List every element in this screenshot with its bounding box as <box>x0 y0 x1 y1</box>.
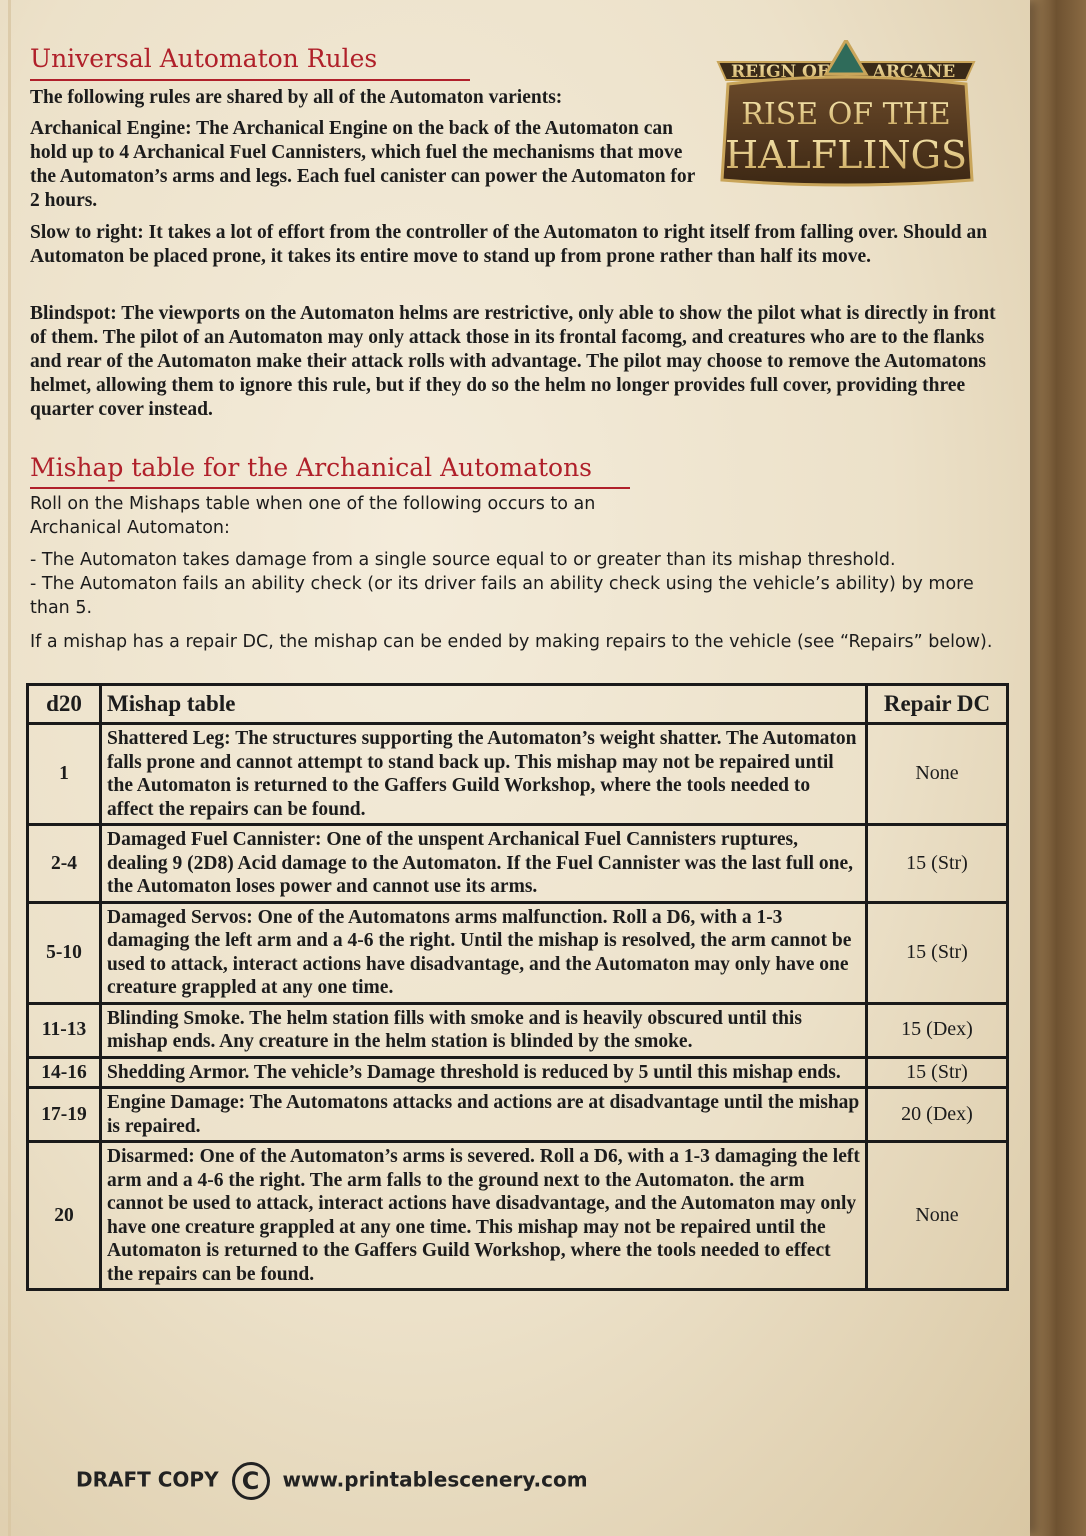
rule-label: Archanical Engine: <box>30 118 192 139</box>
roll-cell: 11-13 <box>28 1003 101 1057</box>
section-title-mishap: Mishap table for the Archanical Automatons <box>30 453 593 482</box>
game-logo <box>714 40 978 188</box>
logo-reign: REIGN OF <box>731 62 829 82</box>
section-title-rules: Universal Automaton Rules <box>30 44 378 73</box>
header-d20: d20 <box>28 685 101 724</box>
dc-cell: 15 (Str) <box>867 825 1008 903</box>
table-row <box>28 902 1008 1003</box>
mishap-table <box>26 683 1009 1291</box>
table-row <box>28 724 1008 825</box>
mountain-emblem-icon <box>826 40 866 74</box>
mishap-intro: Roll on the Mishaps table when one of the following occurs to an Archanical Automaton: <box>30 494 596 538</box>
logo-arcane: ARCANE <box>872 62 956 82</box>
dc-cell: 20 (Dex) <box>867 1088 1008 1142</box>
roll-cell: 14-16 <box>28 1057 101 1088</box>
rule-text: The Archanical Engine on the back of the Automaton can hold up to 4 Archanical Fuel Cannisters, which fuel the mechanisms that move the Automaton’s arms and legs. Each fuel canister can power the Automaton for 2 hours. <box>30 118 695 211</box>
roll-cell: 1 <box>28 724 101 825</box>
rule-label: Slow to right: <box>30 222 144 243</box>
mishap-bullet: - The Automaton takes damage from a single source equal to or greater than its mishap threshold. <box>30 550 896 570</box>
rules-intro: The following rules are shared by all of the Automaton varients: <box>30 87 563 108</box>
mishap-cell: Damaged Fuel Cannister: One of the unspent Archanical Fuel Cannisters ruptures, dealing 9 (2D8) Acid damage to the Automaton. If the Fuel Cannister was the last full one, the Automaton loses power and cannot use its arms. <box>101 825 867 903</box>
rule-text: It takes a lot of effort from the controller of the Automaton to right itself from falling over. Should an Automaton be placed prone, it takes its entire move to stand up from prone rather than half its move. <box>30 222 988 267</box>
mishap-cell: Engine Damage: The Automatons attacks and actions are at disadvantage until the mishap is repaired. <box>101 1088 867 1142</box>
dc-cell: None <box>867 724 1008 825</box>
mishap-bullet: - The Automaton fails an ability check (or its driver fails an ability check using the vehicle’s ability) by more than 5. <box>30 574 974 618</box>
dc-cell: 15 (Dex) <box>867 1003 1008 1057</box>
mishap-cell: Blinding Smoke. The helm station fills with smoke and is heavily obscured until this mishap ends. Any creature in the helm station is blinded by the smoke. <box>101 1003 867 1057</box>
mishap-cell: Shattered Leg: The structures supporting the Automaton’s weight shatter. The Automaton falls prone and cannot attempt to stand back up. This mishap may not be repaired until the Automaton is returned to the Gaffers Guild Workshop, where the tools needed to affect the repairs can be found. <box>101 724 867 825</box>
header-repair-dc: Repair DC <box>867 685 1008 724</box>
rule-label: Blindspot: <box>30 303 117 324</box>
dc-cell: None <box>867 1142 1008 1290</box>
dc-cell: 15 (Str) <box>867 902 1008 1003</box>
table-row <box>28 825 1008 903</box>
rule-blindspot <box>30 302 996 422</box>
title-underline <box>30 79 470 81</box>
spine-stitching <box>8 0 11 1536</box>
table-row <box>28 1003 1008 1057</box>
copyright-icon: C <box>232 1462 270 1500</box>
table-row <box>28 1142 1008 1290</box>
mishap-cell: Disarmed: One of the Automaton’s arms is severed. Roll a D6, with a 1-3 damaging the left arm and a 4-6 the right. The arm falls to the ground next to the Automaton. the arm cannot be used to attack, interact actions have disadvantage, and the Automaton may only have one creature grappled at any one time. This mishap may not be repaired until the Automaton is returned to the Gaffers Guild Workshop, where the tools needed to effect the repairs can be found. <box>101 1142 867 1290</box>
table-header-row <box>28 685 1008 724</box>
table-row <box>28 1088 1008 1142</box>
roll-cell: 5-10 <box>28 902 101 1003</box>
rule-slow-to-right <box>30 221 990 269</box>
rule-text: The viewports on the Automaton helms are restrictive, only able to show the pilot what is directly in front of them. The pilot of an Automaton may only attack those in its frontal facomg, and creatures who are to the flanks and rear of the Automaton make their attack rolls with advantage. The pilot may choose to remove the Automatons helmet, allowing them to ignore this rule, but if they do so the helm no longer provides full cover, providing three quarter cover instead. <box>30 303 996 420</box>
logo-line1: RISE OF THE <box>741 97 951 132</box>
roll-cell: 2-4 <box>28 825 101 903</box>
header-mishap: Mishap table <box>101 685 867 724</box>
dc-cell: 15 (Str) <box>867 1057 1008 1088</box>
logo-line2: HALFLINGS <box>724 133 968 177</box>
repair-note: If a mishap has a repair DC, the mishap can be ended by making repairs to the vehicle (see “Repairs” below). <box>30 632 993 652</box>
roll-cell: 17-19 <box>28 1088 101 1142</box>
rule-archanical-engine <box>30 117 700 213</box>
draft-label: DRAFT COPY <box>76 1467 219 1492</box>
mishap-cell: Damaged Servos: One of the Automatons arms malfunction. Roll a D6, with a 1-3 damaging the left arm and a 4-6 the right. Until the mishap is resolved, the arm cannot be used to attack, interact actions have disadvantage, and the Automaton may only have one creature grappled at any one time. <box>101 902 867 1003</box>
table-row <box>28 1057 1008 1088</box>
roll-cell: 20 <box>28 1142 101 1290</box>
title-underline <box>30 487 630 489</box>
site-url[interactable]: www.printablescenery.com <box>282 1467 588 1492</box>
mishap-cell: Shedding Armor. The vehicle’s Damage threshold is reduced by 5 until this mishap ends. <box>101 1057 867 1088</box>
footer <box>76 1462 588 1500</box>
